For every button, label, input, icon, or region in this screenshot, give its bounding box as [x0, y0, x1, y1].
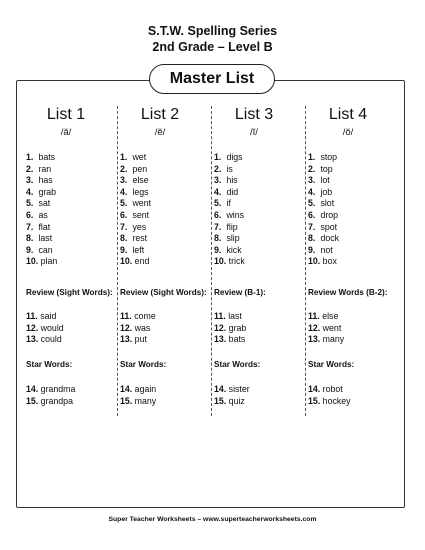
spelling-word: [214, 256, 245, 266]
spelling-word: [214, 222, 238, 232]
star-word: [214, 396, 245, 406]
review-word: [214, 334, 245, 344]
spelling-word: [120, 187, 149, 197]
spelling-word: [26, 198, 50, 208]
review-word: [308, 323, 341, 333]
word-number: 3.: [308, 175, 316, 186]
word-number: 2.: [120, 163, 128, 174]
spelling-word: [120, 245, 144, 255]
word-number: 3.: [26, 175, 34, 186]
spelling-word: [308, 198, 334, 208]
word-number: 2.: [308, 163, 316, 174]
spelling-word: [26, 245, 53, 255]
word-number: 13.: [214, 334, 227, 345]
spelling-word: [214, 245, 242, 255]
review-word: [26, 323, 64, 333]
word-number: 11.: [26, 311, 38, 321]
spelling-word: [214, 210, 244, 220]
word-text: stop: [318, 152, 338, 162]
word-number: 15.: [120, 395, 133, 406]
word-number: 4.: [214, 186, 222, 197]
word-number: 11.: [120, 311, 132, 321]
spelling-word: [308, 164, 333, 174]
word-text: went: [320, 322, 342, 333]
word-number: 3.: [214, 175, 222, 186]
spelling-word: [26, 175, 53, 185]
word-text: rest: [130, 233, 148, 244]
word-number: 14.: [26, 384, 39, 394]
word-number: 10.: [120, 256, 133, 267]
vowel-sound: /ĕ/: [154, 127, 166, 138]
list-title: List 1: [46, 106, 86, 123]
column-divider: [305, 106, 306, 416]
word-number: 6.: [26, 210, 34, 220]
word-number: 4.: [120, 186, 128, 197]
word-number: 10.: [26, 256, 39, 267]
word-number: 8.: [214, 233, 222, 244]
word-text: not: [318, 244, 333, 255]
spelling-word: [120, 210, 149, 220]
word-number: 11.: [308, 311, 320, 321]
review-word: [120, 334, 147, 344]
word-number: 1.: [308, 152, 316, 162]
word-number: 14.: [214, 384, 227, 394]
list-title: List 4: [328, 106, 368, 123]
review-word: [120, 323, 150, 333]
spelling-word: [308, 175, 330, 185]
word-number: 2.: [214, 163, 222, 174]
word-text: grab: [36, 186, 57, 197]
vowel-sound: /ă/: [60, 127, 72, 138]
spelling-word: [214, 152, 243, 162]
word-number: 6.: [214, 210, 222, 220]
star-word: [26, 384, 75, 394]
word-number: 7.: [214, 221, 222, 232]
spelling-word: [26, 233, 52, 243]
word-number: 12.: [308, 322, 321, 333]
word-number: 15.: [214, 395, 227, 406]
word-number: 7.: [308, 221, 316, 232]
word-text: sat: [36, 198, 51, 209]
word-number: 1.: [214, 152, 222, 162]
word-text: trick: [226, 256, 245, 267]
review-heading: Review (Sight Words):: [120, 288, 207, 297]
word-number: 6.: [308, 210, 316, 220]
footer: Super Teacher Worksheets – www.superteacherworksheets.com: [108, 516, 317, 523]
word-text: flip: [224, 221, 238, 232]
word-text: hockey: [320, 395, 351, 406]
word-number: 5.: [308, 198, 316, 209]
review-word: [120, 311, 156, 321]
word-text: grandpa: [38, 395, 73, 406]
spelling-word: [214, 187, 238, 197]
spelling-word: [214, 175, 238, 185]
word-number: 2.: [26, 163, 34, 174]
word-number: 11.: [214, 311, 226, 321]
word-text: last: [36, 233, 53, 244]
word-text: many: [320, 334, 345, 345]
review-word: [214, 311, 242, 321]
word-number: 8.: [26, 233, 34, 244]
word-text: as: [36, 210, 48, 220]
spelling-word: [308, 152, 337, 162]
word-number: 5.: [26, 198, 34, 209]
word-text: legs: [130, 186, 149, 197]
word-text: slip: [224, 233, 240, 244]
word-text: again: [132, 384, 157, 394]
word-number: 10.: [214, 256, 227, 267]
word-number: 5.: [214, 198, 222, 209]
star-word: [120, 384, 156, 394]
word-text: dock: [318, 233, 340, 244]
word-number: 1.: [26, 152, 34, 162]
review-word: [308, 311, 338, 321]
spelling-word: [26, 222, 50, 232]
word-text: plan: [38, 256, 58, 267]
spelling-word: [214, 198, 231, 208]
star-words-heading: Star Words:: [26, 360, 73, 369]
word-text: else: [130, 175, 149, 186]
word-text: robot: [320, 384, 343, 394]
spelling-word: [120, 164, 147, 174]
word-text: bats: [36, 152, 56, 162]
star-word: [308, 384, 343, 394]
word-number: 1.: [120, 152, 128, 162]
word-number: 3.: [120, 175, 128, 186]
spelling-word: [120, 222, 146, 232]
review-heading: Review (B-1):: [214, 288, 266, 297]
spelling-word: [308, 233, 339, 243]
word-number: 12.: [214, 322, 227, 333]
word-text: went: [130, 198, 152, 209]
spelling-word: [214, 233, 240, 243]
word-text: lot: [318, 175, 330, 186]
word-text: spot: [318, 221, 338, 232]
vowel-sound: /ŏ/: [342, 127, 354, 138]
list-title: List 2: [140, 106, 180, 123]
spelling-word: [308, 245, 333, 255]
word-text: wet: [130, 152, 147, 162]
word-number: 15.: [308, 395, 321, 406]
spelling-word: [120, 256, 149, 266]
word-text: flat: [36, 221, 51, 232]
spelling-word: [308, 187, 332, 197]
word-text: come: [131, 311, 156, 321]
word-text: has: [36, 175, 53, 186]
spelling-word: [26, 210, 48, 220]
word-text: box: [320, 256, 337, 267]
word-number: 13.: [120, 334, 133, 345]
word-text: bats: [226, 334, 246, 345]
review-word: [26, 311, 56, 321]
word-number: 8.: [308, 233, 316, 244]
word-number: 14.: [308, 384, 321, 394]
word-text: yes: [130, 221, 147, 232]
series-title: S.T.W. Spelling Series: [147, 24, 278, 38]
word-text: can: [36, 244, 53, 255]
spelling-word: [26, 152, 55, 162]
vowel-sound: /ĭ/: [250, 127, 258, 138]
review-word: [26, 334, 62, 344]
word-number: 9.: [214, 244, 222, 255]
spelling-word: [214, 164, 233, 174]
word-text: if: [224, 198, 231, 209]
spelling-word: [26, 256, 57, 266]
word-text: kick: [224, 244, 242, 255]
word-number: 12.: [120, 322, 133, 333]
word-text: was: [132, 322, 151, 333]
star-words-heading: Star Words:: [308, 360, 355, 369]
word-text: is: [224, 163, 233, 174]
word-text: wins: [224, 210, 245, 220]
spelling-word: [120, 175, 149, 185]
word-text: would: [38, 322, 64, 333]
review-heading: Review Words (B-2):: [308, 288, 388, 297]
star-word: [120, 396, 156, 406]
word-text: sister: [226, 384, 250, 394]
word-number: 9.: [26, 244, 34, 255]
word-text: quiz: [226, 395, 245, 406]
review-word: [308, 334, 344, 344]
word-number: 12.: [26, 322, 39, 333]
word-number: 10.: [308, 256, 321, 267]
list-title: List 3: [234, 106, 274, 123]
word-text: ran: [36, 163, 52, 174]
spelling-word: [120, 233, 147, 243]
star-word: [214, 384, 250, 394]
word-text: could: [38, 334, 62, 345]
spelling-word: [26, 187, 56, 197]
spelling-word: [26, 164, 51, 174]
spelling-word: [120, 198, 151, 208]
word-text: end: [132, 256, 150, 267]
word-number: 15.: [26, 395, 39, 406]
word-number: 5.: [120, 198, 128, 209]
word-text: many: [132, 395, 157, 406]
star-word: [308, 396, 351, 406]
word-number: 4.: [26, 186, 34, 197]
word-number: 14.: [120, 384, 133, 394]
column-divider: [211, 106, 212, 416]
word-text: did: [224, 186, 239, 197]
spelling-word: [308, 222, 337, 232]
star-words-heading: Star Words:: [214, 360, 261, 369]
word-number: 7.: [120, 221, 128, 232]
word-number: 8.: [120, 233, 128, 244]
spelling-word: [120, 152, 146, 162]
word-text: sent: [130, 210, 150, 220]
star-words-heading: Star Words:: [120, 360, 167, 369]
word-number: 13.: [308, 334, 321, 345]
spelling-word: [308, 210, 338, 220]
word-text: grandma: [38, 384, 76, 394]
word-text: drop: [318, 210, 339, 220]
review-heading: Review (Sight Words):: [26, 288, 113, 297]
word-number: 9.: [308, 244, 316, 255]
word-text: grab: [226, 322, 247, 333]
column-divider: [117, 106, 118, 416]
grade-level: 2nd Grade – Level B: [152, 40, 273, 54]
word-number: 7.: [26, 221, 34, 232]
word-text: last: [225, 311, 242, 321]
word-text: put: [132, 334, 147, 345]
spelling-word: [308, 256, 337, 266]
word-text: pen: [130, 163, 148, 174]
word-text: else: [319, 311, 339, 321]
review-word: [214, 323, 246, 333]
star-word: [26, 396, 73, 406]
word-text: slot: [318, 198, 335, 209]
word-number: 6.: [120, 210, 128, 220]
master-list-title: Master List: [149, 64, 275, 94]
word-number: 9.: [120, 244, 128, 255]
word-text: left: [130, 244, 145, 255]
word-text: digs: [224, 152, 243, 162]
word-text: said: [37, 311, 57, 321]
word-text: top: [318, 163, 333, 174]
word-number: 4.: [308, 186, 316, 197]
word-text: his: [224, 175, 238, 186]
word-number: 13.: [26, 334, 39, 345]
word-text: job: [318, 186, 333, 197]
